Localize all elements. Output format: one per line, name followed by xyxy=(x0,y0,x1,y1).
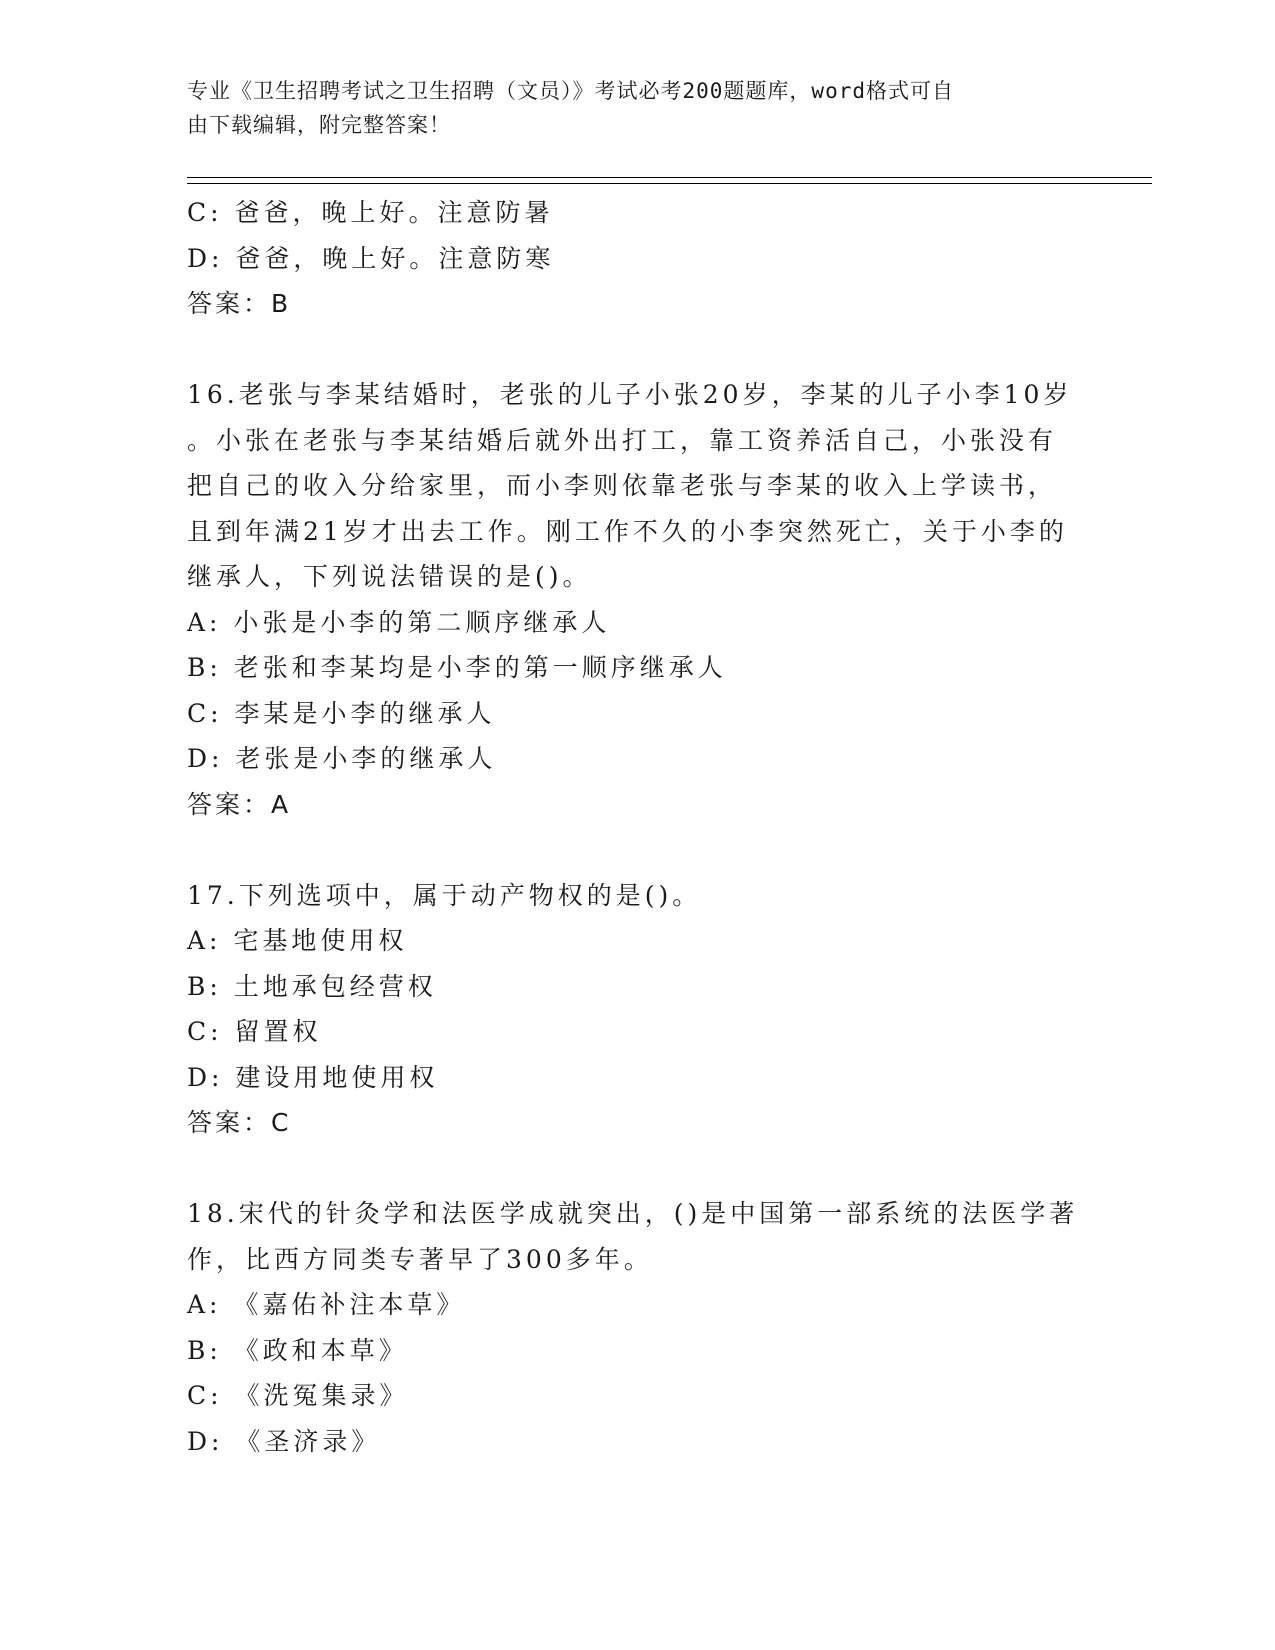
answer: 答案：B xyxy=(187,289,292,318)
option-c: C: 李某是小李的继承人 xyxy=(187,698,496,728)
spacer xyxy=(187,327,1087,373)
option-b: B: 土地承包经营权 xyxy=(187,971,437,1001)
header-line-1: 专业《卫生招聘考试之卫生招聘（文员）》考试必考200题题库，word格式可自 xyxy=(187,79,954,103)
option-d: D: 老张是小李的继承人 xyxy=(187,744,497,773)
option-c: C: 爸爸，晚上好。注意防暑 xyxy=(187,198,554,227)
question-15-tail xyxy=(187,190,1087,327)
header-rule-bottom xyxy=(187,183,1152,184)
question-stem-line: 。小张在老张与李某结婚后就外出打工，靠工资养活自己，小张没有 xyxy=(187,425,1058,455)
option-a: A: 《嘉佑补注本草》 xyxy=(187,1290,466,1319)
option-d: D: 建设用地使用权 xyxy=(187,1062,439,1092)
answer: 答案：A xyxy=(187,789,292,819)
option-d: D: 爸爸，晚上好。注意防寒 xyxy=(187,243,555,273)
spacer xyxy=(187,827,1087,873)
document-header xyxy=(187,74,1067,142)
spacer xyxy=(187,1146,1087,1192)
question-18 xyxy=(187,1191,1087,1464)
question-content xyxy=(187,190,1087,1464)
answer: 答案：C xyxy=(187,1108,292,1137)
header-rule-top xyxy=(187,177,1152,178)
option-b: B: 《政和本草》 xyxy=(187,1335,408,1365)
option-c: C: 留置权 xyxy=(187,1017,322,1046)
option-a: A: 小张是小李的第二顺序继承人 xyxy=(187,607,611,637)
question-stem-line: 把自己的收入分给家里，而小李则依靠老张与李某的收入上学读书， xyxy=(187,471,1058,500)
question-16 xyxy=(187,372,1087,827)
option-a: A: 宅基地使用权 xyxy=(187,926,408,955)
option-d: D: 《圣济录》 xyxy=(187,1426,381,1456)
question-17 xyxy=(187,873,1087,1146)
question-stem-line: 继承人，下列说法错误的是()。 xyxy=(187,562,592,591)
option-b: B: 老张和李某均是小李的第一顺序继承人 xyxy=(187,653,727,682)
question-stem-line: 且到年满21岁才出去工作。刚工作不久的小李突然死亡，关于小李的 xyxy=(187,516,1068,546)
question-stem: 17.下列选项中，属于动产物权的是()。 xyxy=(187,880,702,910)
question-stem-line: 18.宋代的针灸学和法医学成就突出，()是中国第一部系统的法医学著 xyxy=(187,1199,1079,1228)
option-c: C: 《洗冤集录》 xyxy=(187,1381,409,1410)
question-stem-line: 16.老张与李某结婚时，老张的儿子小张20岁，李某的儿子小李10岁 xyxy=(187,380,1073,409)
question-stem-line: 作，比西方同类专著早了300多年。 xyxy=(187,1244,653,1274)
header-line-2: 由下载编辑，附完整答案！ xyxy=(187,113,451,137)
